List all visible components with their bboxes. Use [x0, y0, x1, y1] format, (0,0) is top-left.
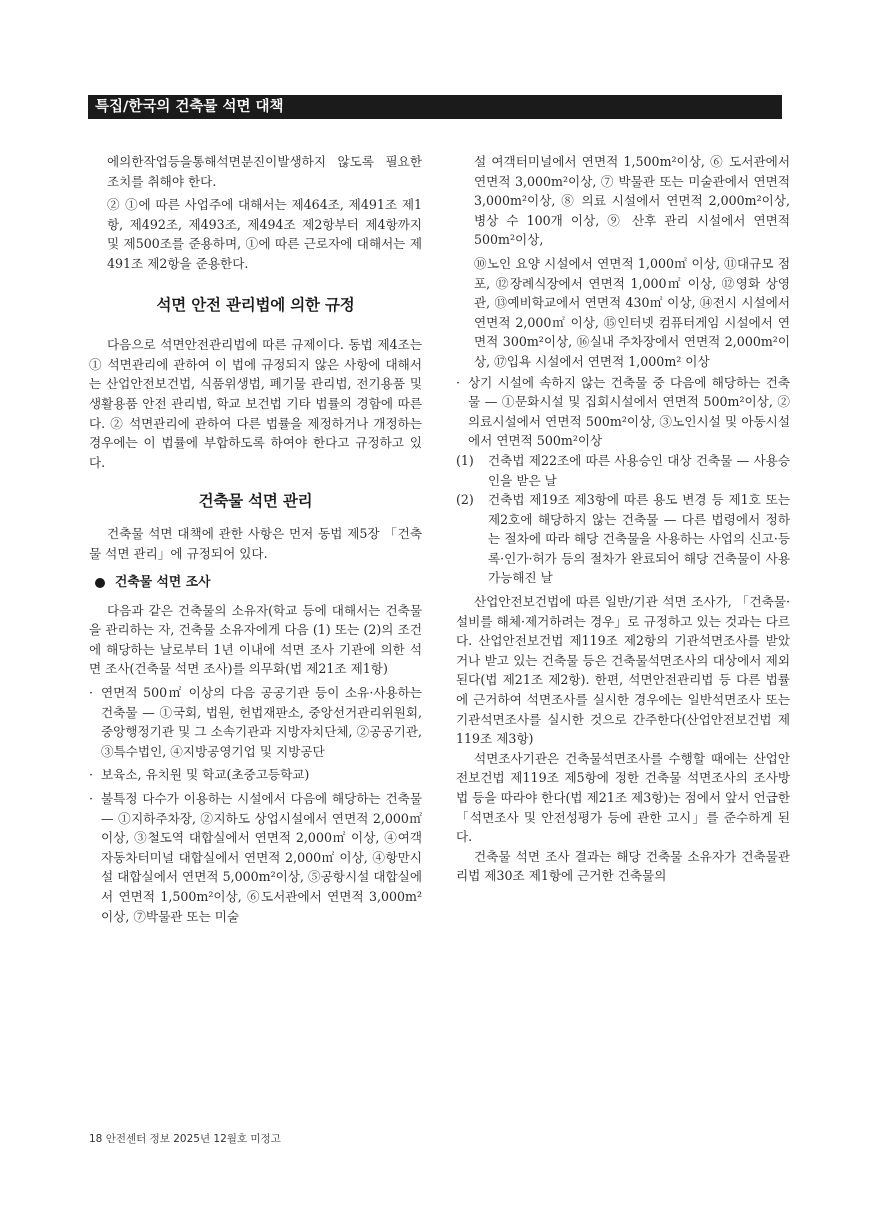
section-heading: 건축물 석면 관리: [198, 492, 313, 511]
paragraph: 다음으로 석면안전관리법에 따른 규제이다. 동법 제4조는 ① 석면관리에 관하여 이 법에 규정되지 않은 사항에 대해서는 산업안전보건법, 식품위생법, 폐기물 관리법, 전기용품 및 생활용품 안전 관리법, 학교 보건법 기타 법률의 경함에 따른다. ② 석면관리에 관하여 다른 법률을 제정하거나 개정하는 경우에는 이 법률에 부합하도록 하여야 한다고 규정하고 있다.: [89, 337, 422, 470]
bullet-dot-icon: [95, 578, 105, 588]
bullet-mark: ·: [456, 374, 461, 390]
subsection-heading-text: 건축물 석면 조사: [115, 575, 211, 591]
numbered-item: [456, 490, 790, 588]
list-item: [456, 373, 790, 451]
section-header-title: 특집/한국의 건축물 석면 대책: [95, 99, 284, 115]
paragraph: ② ①에 따른 사업주에 대해서는 제464조, 제491조 제1항, 제492조, 제493조, 제494조 제2항부터 제4항까지 및 제500조를 준용하며, ①에 따른 근로자에 대해서는 제491조 제2항을 준용한다.: [107, 197, 422, 271]
numbered-item-mark: (1): [456, 452, 474, 468]
section-header-bar: [88, 95, 782, 119]
paragraph: 에의한작업등을통해석면분진이발생하지 않도록 필요한 조치를 취해야 한다.: [107, 154, 422, 189]
numbered-item-text: 건축법 제22조에 따른 사용승인 대상 건축물 — 사용승인을 받은 날: [488, 452, 790, 488]
paragraph: 석면조사기관은 건축물석면조사를 수행할 때에는 산업안전보건법 제119조 제5항에 정한 건축물 석면조사의 조사방법 등을 따라야 한다(법 제21조 제3항)는 점에서 앞서 언급한 「석면조사 및 안전성평가 등에 관한 고시」를 준수하게 된다.: [456, 750, 790, 845]
right-column: [456, 152, 790, 886]
paragraph: 다음과 같은 건축물의 소유자(학교 등에 대해서는 건축물을 관리하는 자, 건축물 소유자에게 다음 (1) 또는 (2)의 조건에 해당하는 날로부터 1년 이내에 석면 조사 기관에 의한 석면 조사(건축물 석면 조사)를 의무화(법 제21조 제1항): [89, 602, 422, 677]
bullet-mark: ·: [89, 767, 94, 783]
page-footer: [89, 1131, 281, 1146]
list-item-text: 연면적 500㎡ 이상의 다음 공공기관 등이 소유·사용하는 건축물 — ①국회, 법원, 헌법재판소, 중앙선거관리위원회, 중앙행정기관 및 그 소속기관과 지방자치단체, ②공공기관, ③특수법인, ④지방공영기업 및 지방공단: [101, 685, 422, 759]
bullet-mark: ·: [89, 685, 94, 701]
list-item-text: 상기 시설에 속하지 않는 건축물 중 다음에 해당하는 건축물 — ①문화시설 및 집회시설에서 연면적 500m²이상, ②의료시설에서 연면적 500m²이상, ③노인시설 및 아동시설에서 연면적 500m²이상: [468, 374, 790, 449]
subsection-heading: [89, 573, 422, 593]
numbered-item: [456, 451, 790, 490]
bullet-mark: ·: [89, 791, 94, 807]
paragraph: ⑩노인 요양 시설에서 연면적 1,000㎡ 이상, ⑪대규모 점포, ⑫장례식장에서 연면적 1,000㎡ 이상, ⑫영화 상영관, ⑬예비학교에서 연면적 430㎡ 이상, ⑭전시 시설에서 연면적 2,000㎡ 이상, ⑮인터넷 컴퓨터게임 시설에서 연면적 300m²이상, ⑯실내 주차장에서 연면적 2,000m²이상, ⑰입욕 시설에서 연면적 1,000m² 이상: [474, 255, 790, 369]
numbered-item-text: 건축법 제19조 제3항에 따른 용도 변경 등 제1호 또는 제2호에 해당하지 않는 건축물 — 다른 법령에서 정하는 절차에 따라 해당 건축물을 사용하는 사업의 신고·등록·인가·허가 등의 절차가 완료되어 해당 건축물이 사용 가능해진 날: [488, 492, 790, 586]
list-item: [89, 683, 422, 761]
footer-text: 18 안전센터 정보 2025년 12월호 미정고: [89, 1133, 281, 1145]
section-heading: 석면 안전 관리법에 의한 규정: [156, 295, 355, 314]
list-item: [89, 789, 422, 926]
list-item-text: 보육소, 유치원 및 학교(초중고등학교): [101, 767, 310, 783]
paragraph: 설 여객터미널에서 연면적 1,500m²이상, ⑥ 도서관에서 연면적 3,000m²이상, ⑦ 박물관 또는 미술관에서 연면적 3,000m²이상, ⑧ 의료 시설에서 연면적 2,000m²이상, 병상 수 100개 이상, ⑨ 산후 관리 시설에서 연면적 500m²이상,: [474, 154, 790, 248]
left-column: [89, 152, 422, 926]
paragraph: 산업안전보건법에 따른 일반/기관 석면 조사가, 「건축물·설비를 해체·제거하려는 경우」로 규정하고 있는 것과는 다르다. 산업안전보건법 제119조 제2항의 기관석면조사를 받았거나 받고 있는 건축물 등은 건축물석면조사의 대상에서 제외된다(법 제21조 제2항). 한편, 석면안전관리법 등 다른 법률에 근거하여 석면조사를 실시한 경우에는 일반석면조사 또는 기관석면조사를 실시한 것으로 간주한다(산업안전보건법 제119조 제3항): [456, 594, 790, 747]
paragraph: 건축물 석면 조사 결과는 해당 건축물 소유자가 건축물관리법 제30조 제1항에 근거한 건축물의: [456, 848, 790, 884]
list-item-text: 불특정 다수가 이용하는 시설에서 다음에 해당하는 건축물 — ①지하주차장, ②지하도 상업시설에서 연면적 2,000㎡ 이상, ③철도역 대합실에서 연면적 2,000㎡ 이상, ④여객자동차터미널 대합실에서 연면적 2,000㎡ 이상, ④항만시설 대합실에서 연면적 5,000m²이상, ⑤공항시설 대합실에서 연면적 1,500m²이상, ⑥도서관에서 연면적 3,000m²이상, ⑦박물관 또는 미술: [101, 791, 422, 924]
numbered-item-mark: (2): [456, 492, 474, 508]
list-item: [89, 765, 422, 785]
paragraph: 건축물 석면 대책에 관한 사항은 먼저 동법 제5장 「건축물 석면 관리」에 규정되어 있다.: [89, 525, 422, 561]
